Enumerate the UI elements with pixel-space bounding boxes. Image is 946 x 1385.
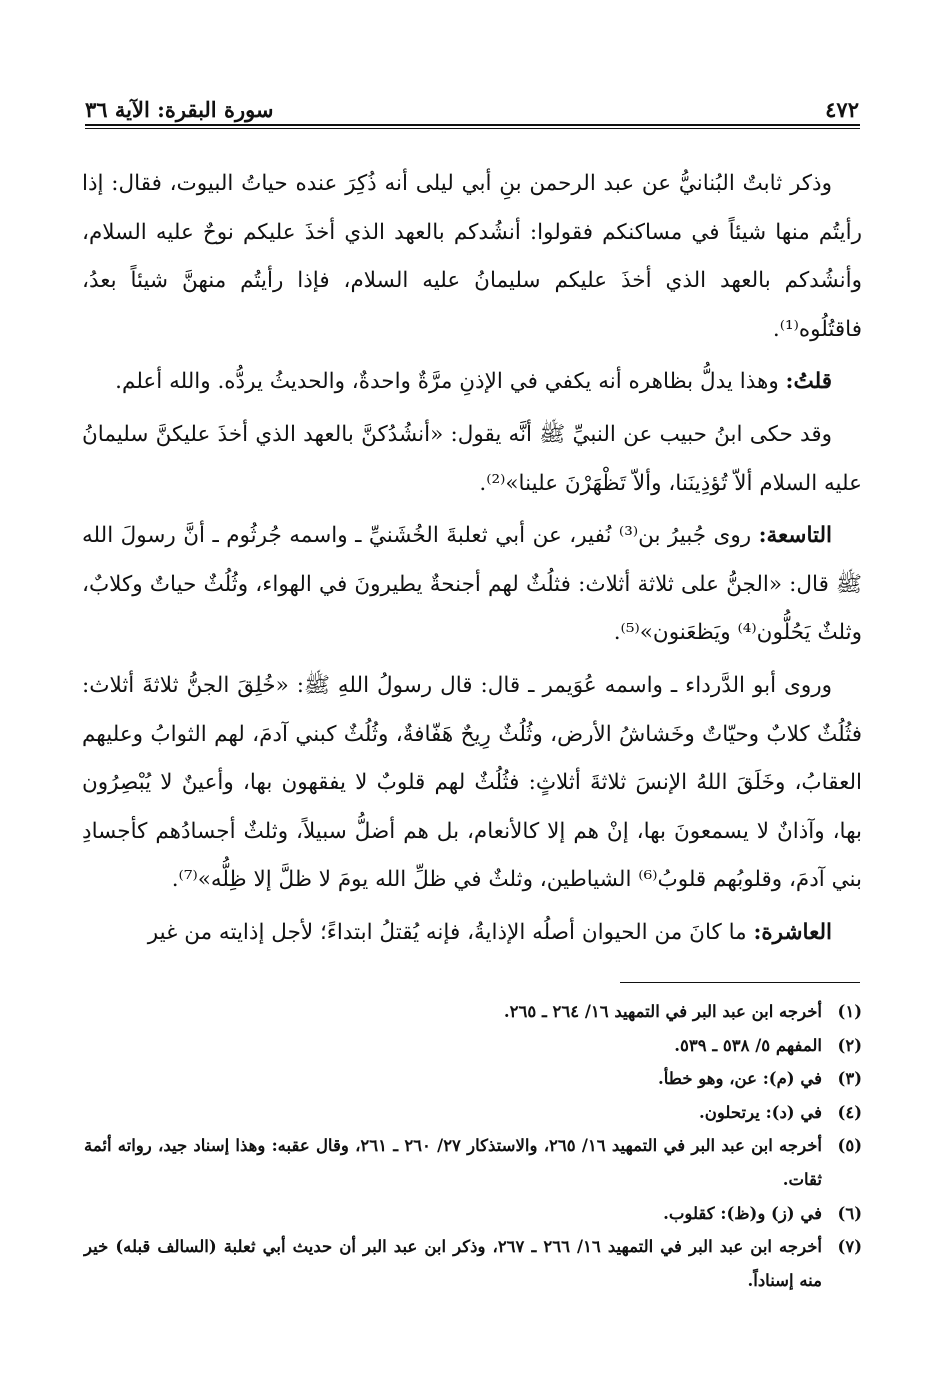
footnote-number: (١) <box>837 1002 862 1021</box>
footnote-number: (٥) <box>837 1136 862 1156</box>
main-text <box>82 160 862 962</box>
footnote-rule <box>620 982 860 983</box>
footnote-number: (٣) <box>837 1069 862 1089</box>
paragraph <box>82 662 862 905</box>
footnote <box>84 1197 862 1231</box>
paragraph-text: وذكر ثابتٌ البُنانيُّ عن عبد الرحمن بنِ أبي ليلى أنه ذُكِرَ عنده حياتُ البيوت، فقال: إذا رأيتُم منها شيئاً في مساكنكم فقولوا: أنشُدكم بالعهد الذي أخذَ عليكم نوحٌ عليه السلام، وأنشُدكم بالعهد الذي أخذَ عليكم سليمانُ عليه السلام، فإذا رأيتُم منهنَّ شيئاً بعدُ، فاقتُلُوه⁽¹⁾. <box>82 171 862 342</box>
page-number: ٤٧٢ <box>825 97 859 122</box>
footnote-number: (٤) <box>837 1102 862 1122</box>
paragraph <box>82 358 862 407</box>
footnote-text: أخرجه ابن عبد البر في التمهيد ١٦/ ٢٦٦ ـ ٢٦٧، وذكر ابن عبد البر أن حديث أبي ثعلبة (السالف قبله) خير منه إسناداً. <box>84 1237 822 1290</box>
paragraph <box>82 512 862 658</box>
footnote <box>84 1062 862 1096</box>
footnote-text: في (ز) و(ظ): كقلوب. <box>663 1203 822 1223</box>
footnote-text: المفهم ٥/ ٥٣٨ ـ ٥٣٩. <box>674 1035 822 1055</box>
paragraph-lead: العاشرة: <box>753 919 832 945</box>
paragraph-lead: التاسعة: <box>758 523 833 549</box>
header-rule <box>85 124 860 126</box>
footnote-text: أخرجه ابن عبد البر في التمهيد ١٦/ ٢٦٤ ـ ٢٦٥. <box>503 1002 822 1021</box>
footnote-number: (٧) <box>837 1237 862 1257</box>
paragraph-text: ما كانَ من الحيوان أصلُه الإذايةُ، فإنه يُقتلُ ابتداءً؛ لأجل إذايته من غير <box>147 919 754 945</box>
footnote <box>84 1129 862 1196</box>
paragraph-text: وقد حكى ابنُ حبيب عن النبيِّ ﷺ أنَّه يقول: «أنشُدُكنَّ بالعهد الذي أخذَ عليكنَّ سليمانُ عليه السلام ألاّ تُؤذِينَنا، وألاّ تَظْهَرْنَ علينا»⁽²⁾. <box>82 421 862 496</box>
footnote <box>84 1230 862 1297</box>
paragraph <box>82 160 862 354</box>
footnote-number: (٦) <box>837 1203 862 1223</box>
header-rule-thin <box>85 128 860 129</box>
footnote-text: في (د): يرتحلون. <box>699 1102 822 1122</box>
footnote <box>84 1096 862 1130</box>
paragraph-lead: قلتُ: <box>785 369 832 395</box>
paragraph <box>82 909 862 958</box>
paragraph <box>82 411 862 508</box>
paragraph-text: وهذا يدلُّ بظاهره أنه يكفي في الإذنِ مرَّةٌ واحدةٌ، والحديثُ يردُّه. والله أعلم. <box>115 369 786 395</box>
footnote <box>84 1029 862 1063</box>
paragraph-text: وروى أبو الدَّرداء ـ واسمه عُوَيمر ـ قال: قال رسولُ اللهِ ﷺ: «خُلِقَ الجنُّ ثلاثةَ أثلاث: فثُلُثٌ كلابٌ وحيّاتٌ وخَشاشُ الأرض، وثُلُثٌ رِيحٌ هَفّافةٌ، وثُلُثٌ كبني آدمَ، لهم الثوابُ وعليهم العقابُ، وخَلَقَ اللهُ الإنسَ ثلاثةَ أثلاثٍ: فثُلُثٌ لهم قلوبٌ لا يفقهون بها، وأعينٌ لا يُبْصِرُون بها، وآذانٌ لا يسمعونَ بها، إنْ هم إلا كالأنعام، بل هم أضلُّ سبيلاً، وثلثٌ أجسادُهم كأجسادِ بني آدمَ، وقلوبُهم قلوبُ⁽⁶⁾ الشياطين، وثلثٌ في ظلِّ الله يومَ لا ظلَّ إلا ظِلُّه»⁽⁷⁾. <box>82 672 862 893</box>
running-title: سورة البقرة: الآية ٣٦ <box>85 97 274 122</box>
footnote-text: في (م): عن، وهو خطأ. <box>658 1069 822 1089</box>
page-header <box>85 82 859 122</box>
footnote <box>84 995 862 1029</box>
footnotes <box>84 995 862 1297</box>
footnote-text: أخرجه ابن عبد البر في التمهيد ١٦/ ٢٦٥، والاستذكار ٢٧/ ٢٦٠ ـ ٢٦١، وقال عقبه: وهذا إسناد جيد، رواته أئمة ثقات. <box>84 1136 822 1189</box>
paragraph-text: روى جُبيرُ بن⁽³⁾ نُفير، عن أبي ثعلبةَ الخُشَنيِّ ـ واسمه جُرثُوم ـ أنَّ رسولَ الله ﷺ قال: «الجنُّ على ثلاثة أثلاث: فثلُثٌ لهم أجنحةٌ يطيرونَ في الهواء، وثُلُثٌ حياتٌ وكلابٌ، وثلثٌ يَحُلُّون⁽⁴⁾ ويَظعَنون»⁽⁵⁾. <box>82 523 862 646</box>
footnote-number: (٢) <box>837 1035 862 1055</box>
